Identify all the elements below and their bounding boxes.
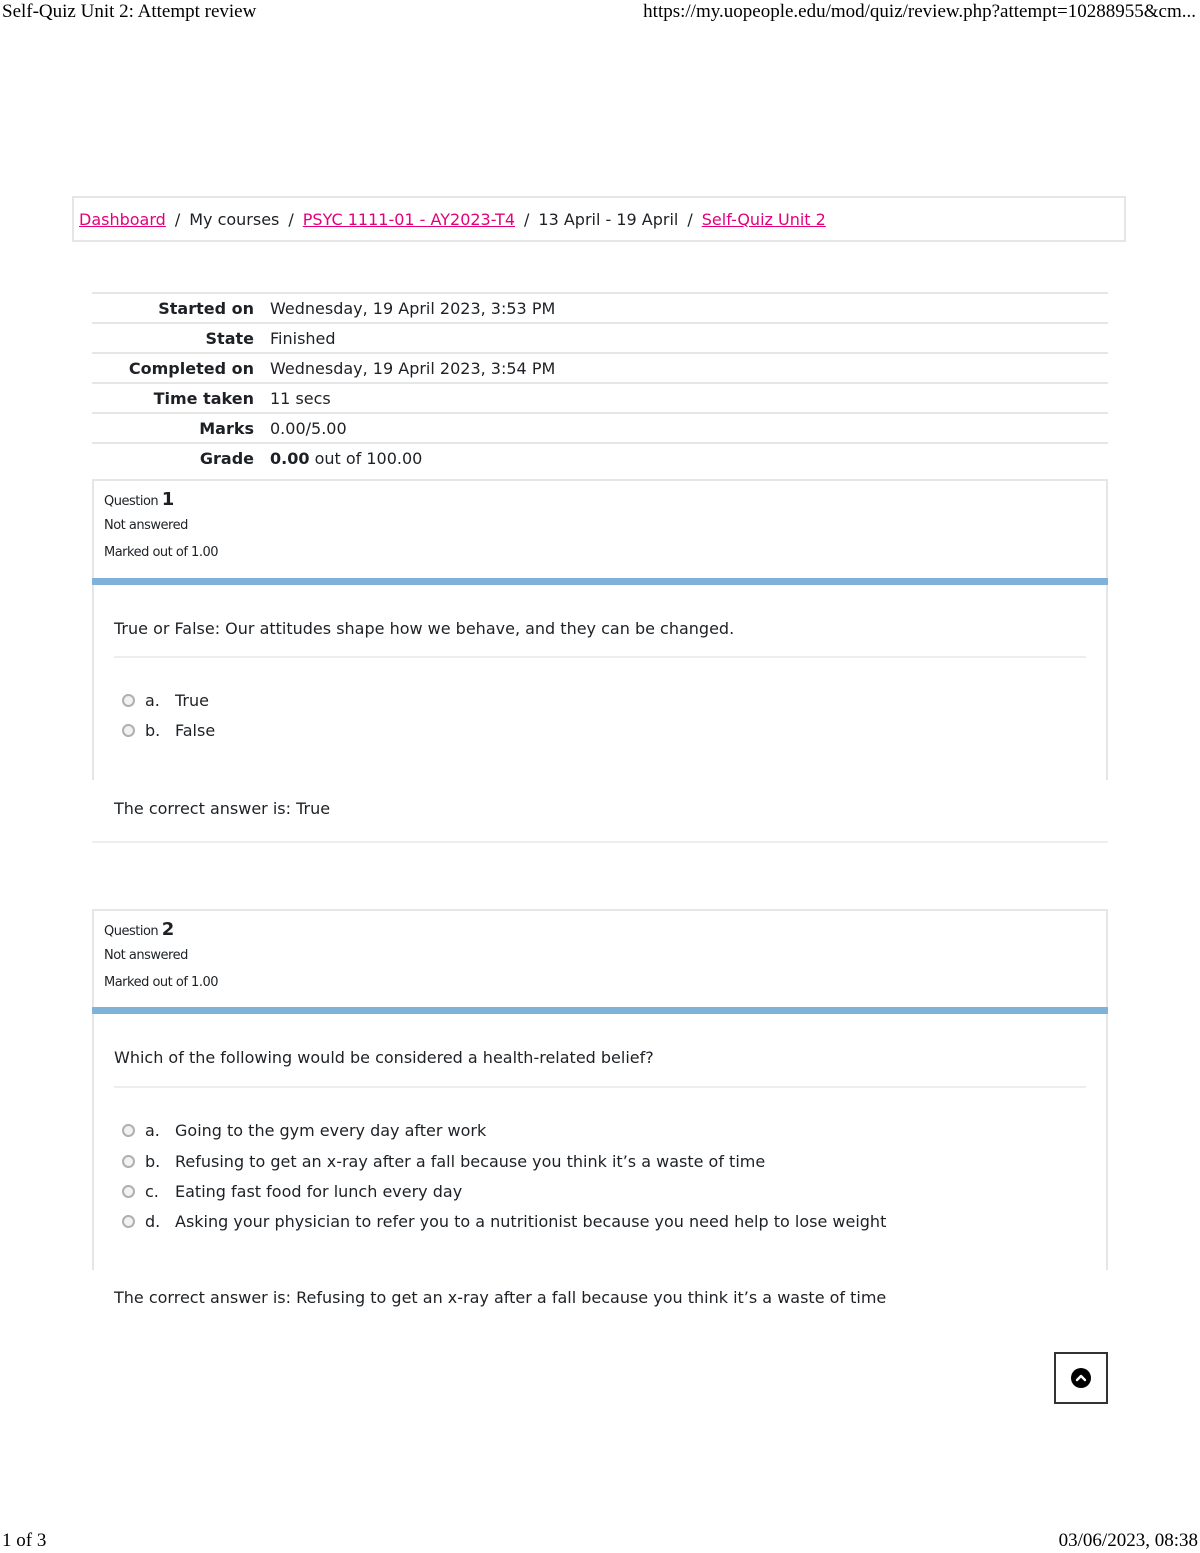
question-number: 2 bbox=[161, 919, 175, 940]
question-status: Not answered bbox=[104, 948, 188, 963]
option-text: Eating fast food for lunch every day bbox=[175, 1181, 463, 1201]
option-letter: b. bbox=[145, 720, 161, 740]
answer-option-b[interactable] bbox=[122, 1150, 765, 1172]
option-letter: b. bbox=[145, 1151, 161, 1171]
grade-out-of: out of 100.00 bbox=[314, 448, 423, 468]
question-label: Question bbox=[104, 924, 159, 939]
option-letter: c. bbox=[145, 1181, 159, 1201]
option-text: True bbox=[175, 690, 209, 710]
breadcrumb-separator: / bbox=[524, 209, 530, 229]
print-url: https://my.uopeople.edu/mod/quiz/review.php?attempt=10288955&cm... bbox=[643, 1, 1196, 22]
option-text: False bbox=[175, 720, 216, 740]
question-2-info bbox=[92, 909, 1108, 1009]
summary-value: Wednesday, 19 April 2023, 3:53 PM bbox=[270, 298, 556, 318]
print-header bbox=[0, 0, 1200, 26]
summary-label: Time taken bbox=[153, 388, 254, 408]
summary-label: State bbox=[205, 328, 254, 348]
question-label: Question bbox=[104, 494, 159, 509]
question-2-content bbox=[92, 1014, 1108, 1270]
radio-icon[interactable] bbox=[122, 724, 135, 737]
question-marks: Marked out of 1.00 bbox=[104, 545, 219, 560]
question-divider bbox=[114, 656, 1086, 658]
summary-label: Marks bbox=[199, 418, 254, 438]
summary-value: Finished bbox=[270, 328, 336, 348]
summary-value bbox=[262, 443, 1108, 472]
answer-option-a[interactable] bbox=[122, 689, 209, 711]
print-footer bbox=[0, 1530, 1200, 1552]
grade-value: 0.00 bbox=[270, 448, 310, 468]
option-letter: a. bbox=[145, 690, 160, 710]
page-number: 1 of 3 bbox=[2, 1530, 47, 1551]
breadcrumb bbox=[72, 196, 1126, 242]
question-text: Which of the following would be considered a health-related belief? bbox=[114, 1048, 654, 1067]
question-divider bbox=[114, 1086, 1086, 1088]
attempt-summary-table bbox=[92, 292, 1108, 472]
option-text: Refusing to get an x-ray after a fall because you think it’s a waste of time bbox=[175, 1151, 766, 1171]
summary-value: 11 secs bbox=[270, 388, 331, 408]
summary-row-state bbox=[92, 323, 1108, 353]
summary-value: 0.00/5.00 bbox=[270, 418, 347, 438]
option-letter: a. bbox=[145, 1120, 160, 1140]
breadcrumb-separator: / bbox=[288, 209, 294, 229]
breadcrumb-my-courses: My courses bbox=[189, 209, 280, 229]
summary-label: Grade bbox=[199, 448, 254, 468]
answer-option-b[interactable] bbox=[122, 719, 215, 741]
breadcrumb-quiz-link[interactable]: Self-Quiz Unit 2 bbox=[701, 209, 826, 229]
summary-label: Started on bbox=[158, 298, 254, 318]
question-2-bar bbox=[92, 1007, 1108, 1014]
answer-option-d[interactable] bbox=[122, 1210, 886, 1232]
question-separator bbox=[92, 841, 1108, 843]
breadcrumb-separator: / bbox=[174, 209, 181, 229]
correct-answer-feedback: The correct answer is: True bbox=[114, 799, 331, 818]
option-letter: d. bbox=[145, 1211, 161, 1231]
breadcrumb-separator: / bbox=[687, 209, 693, 229]
question-status: Not answered bbox=[104, 518, 188, 533]
correct-answer-feedback: The correct answer is: Refusing to get an x-ray after a fall because you think it’s a waste of time bbox=[114, 1288, 887, 1307]
summary-row-started bbox=[92, 293, 1108, 323]
summary-row-grade bbox=[92, 443, 1108, 472]
question-1-info bbox=[92, 479, 1108, 579]
answer-option-a[interactable] bbox=[122, 1119, 486, 1141]
answer-option-c[interactable] bbox=[122, 1180, 462, 1202]
chevron-up-icon bbox=[1071, 1368, 1091, 1388]
summary-row-marks bbox=[92, 413, 1108, 443]
print-title: Self-Quiz Unit 2: Attempt review bbox=[2, 1, 257, 22]
option-text: Going to the gym every day after work bbox=[175, 1120, 487, 1140]
question-text: True or False: Our attitudes shape how we behave, and they can be changed. bbox=[114, 619, 735, 638]
radio-icon[interactable] bbox=[122, 1124, 135, 1137]
back-to-top-button[interactable] bbox=[1054, 1352, 1108, 1404]
summary-value: Wednesday, 19 April 2023, 3:54 PM bbox=[270, 358, 556, 378]
question-number: 1 bbox=[161, 489, 175, 510]
breadcrumb-week: 13 April - 19 April bbox=[538, 209, 679, 229]
radio-icon[interactable] bbox=[122, 694, 135, 707]
radio-icon[interactable] bbox=[122, 1215, 135, 1228]
question-marks: Marked out of 1.00 bbox=[104, 975, 219, 990]
question-1-bar bbox=[92, 578, 1108, 585]
print-datetime: 03/06/2023, 08:38 bbox=[1058, 1530, 1198, 1551]
breadcrumb-course-link[interactable]: PSYC 1111-01 - AY2023-T4 bbox=[302, 209, 515, 229]
summary-row-completed bbox=[92, 353, 1108, 383]
summary-row-time-taken bbox=[92, 383, 1108, 413]
option-text: Asking your physician to refer you to a nutritionist because you need help to lose weight bbox=[175, 1211, 887, 1231]
radio-icon[interactable] bbox=[122, 1185, 135, 1198]
radio-icon[interactable] bbox=[122, 1155, 135, 1168]
summary-label: Completed on bbox=[128, 358, 254, 378]
question-1-content bbox=[92, 585, 1108, 780]
breadcrumb-dashboard-link[interactable]: Dashboard bbox=[79, 209, 166, 229]
